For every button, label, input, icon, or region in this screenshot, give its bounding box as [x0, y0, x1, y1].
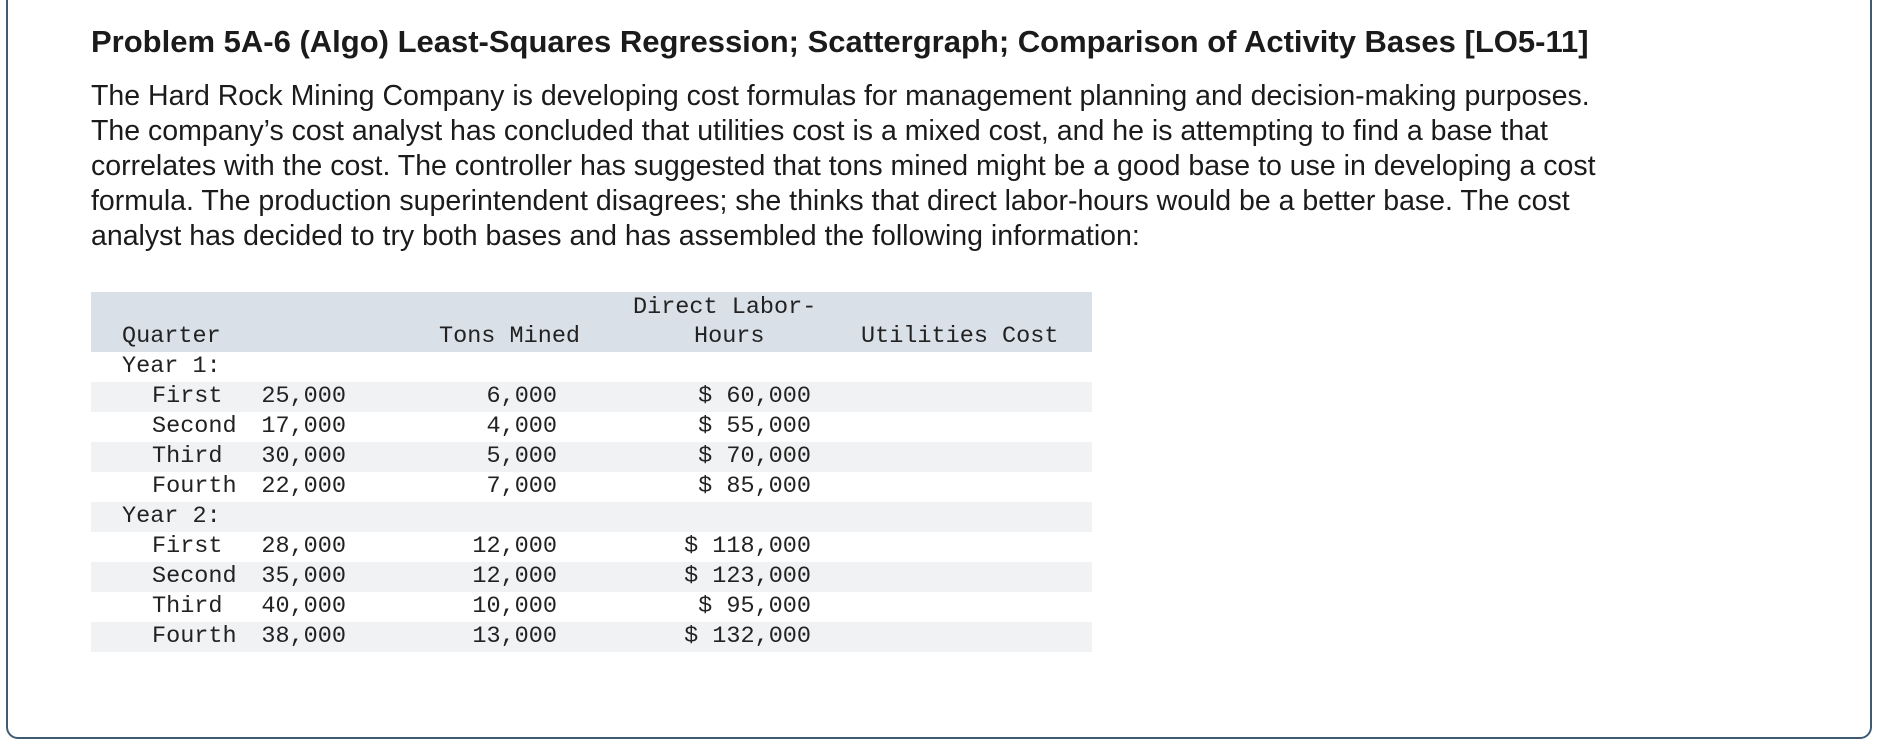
- dlh-cell: 7,000: [486, 473, 557, 500]
- quarter-cell: Second: [152, 413, 237, 440]
- year-2-row: [91, 502, 1092, 532]
- table-row: [91, 622, 1092, 652]
- quarter-cell: First: [152, 533, 223, 560]
- dlh-cell: 13,000: [472, 623, 557, 650]
- tons-cell: 22,000: [261, 473, 346, 500]
- cost-cell: $ 85,000: [698, 473, 811, 500]
- tons-cell: 25,000: [261, 383, 346, 410]
- cost-cell: $ 132,000: [684, 623, 811, 650]
- table-row: [91, 472, 1092, 502]
- description-line: The Hard Rock Mining Company is developing cost formulas for management planning and decision-making purposes.: [91, 80, 1590, 112]
- data-table: [91, 292, 1092, 652]
- tons-cell: 40,000: [261, 593, 346, 620]
- tons-cell: 28,000: [261, 533, 346, 560]
- tons-cell: 38,000: [261, 623, 346, 650]
- tons-cell: 30,000: [261, 443, 346, 470]
- tons-cell: 35,000: [261, 563, 346, 590]
- header-utilities-cost: Utilities Cost: [861, 323, 1059, 350]
- quarter-cell: Third: [152, 593, 223, 620]
- quarter-cell: Second: [152, 563, 237, 590]
- description-line: formula. The production superintendent disagrees; she thinks that direct labor-hours would be a better base. The cost: [91, 185, 1570, 217]
- cost-cell: $ 60,000: [698, 383, 811, 410]
- year-1-row: [91, 352, 1092, 382]
- quarter-cell: First: [152, 383, 223, 410]
- description-line: analyst has decided to try both bases and has assembled the following information:: [91, 220, 1140, 252]
- header-hours: Hours: [694, 323, 765, 350]
- dlh-cell: 6,000: [486, 383, 557, 410]
- header-quarter: Quarter: [122, 323, 221, 350]
- table-row: [91, 592, 1092, 622]
- cost-cell: $ 55,000: [698, 413, 811, 440]
- description-line: The company’s cost analyst has concluded that utilities cost is a mixed cost, and he is attempting to find a base that: [91, 115, 1548, 147]
- table-row: [91, 532, 1092, 562]
- cost-cell: $ 70,000: [698, 443, 811, 470]
- year-label: Year 1:: [122, 353, 221, 380]
- quarter-cell: Fourth: [152, 623, 237, 650]
- cost-cell: $ 118,000: [684, 533, 811, 560]
- problem-title: Problem 5A-6 (Algo) Least-Squares Regression; Scattergraph; Comparison of Activity Bases [LO5-11]: [91, 24, 1589, 59]
- quarter-cell: Third: [152, 443, 223, 470]
- table-row: [91, 382, 1092, 412]
- cost-cell: $ 95,000: [698, 593, 811, 620]
- dlh-cell: 10,000: [472, 593, 557, 620]
- description-line: correlates with the cost. The controller has suggested that tons mined might be a good base to use in developing a cost: [91, 150, 1596, 182]
- header-direct-labor: Direct Labor-: [633, 294, 817, 321]
- dlh-cell: 4,000: [486, 413, 557, 440]
- table-row: [91, 562, 1092, 592]
- problem-description: [91, 79, 1791, 254]
- dlh-cell: 12,000: [472, 533, 557, 560]
- quarter-cell: Fourth: [152, 473, 237, 500]
- dlh-cell: 5,000: [486, 443, 557, 470]
- table-row: [91, 412, 1092, 442]
- table-row: [91, 442, 1092, 472]
- table-header: [91, 292, 1092, 352]
- year-label: Year 2:: [122, 503, 221, 530]
- header-tons-mined: Tons Mined: [439, 323, 581, 350]
- tons-cell: 17,000: [261, 413, 346, 440]
- cost-cell: $ 123,000: [684, 563, 811, 590]
- dlh-cell: 12,000: [472, 563, 557, 590]
